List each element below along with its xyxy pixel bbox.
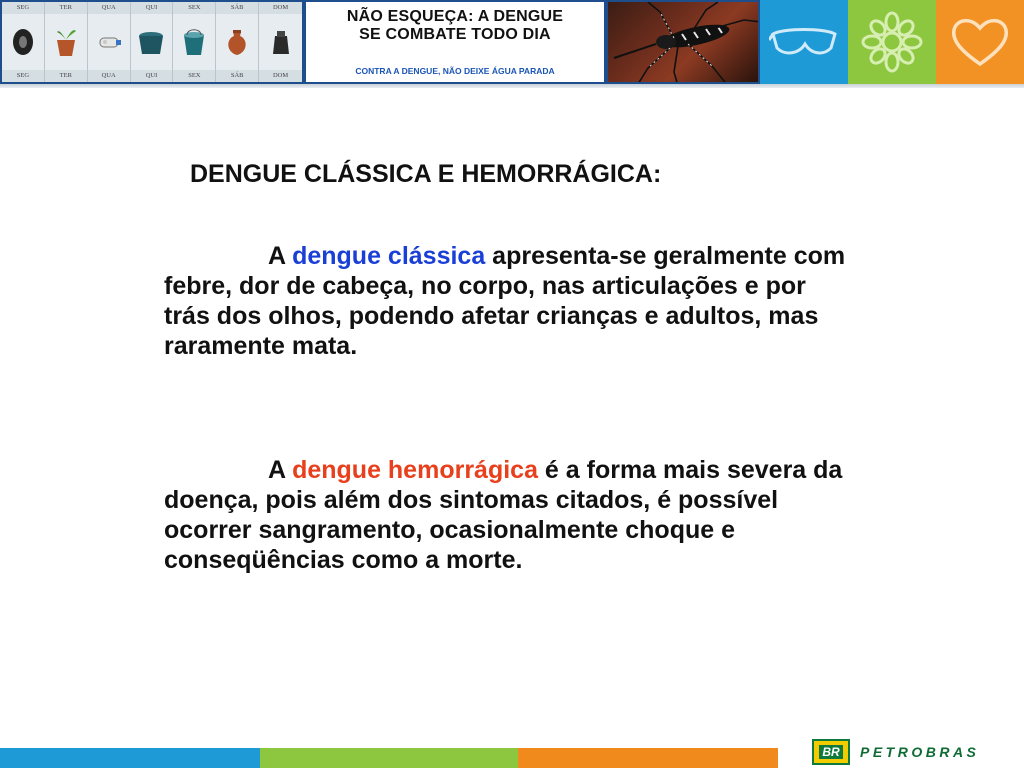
day-column-qua — [88, 2, 131, 82]
safety-glasses-tile — [760, 0, 848, 84]
bottle-cap-icon — [266, 21, 296, 63]
day-column-sab — [216, 2, 259, 82]
p2-rest: é a forma mais severa da doença, pois além dos sintomas citados, é possível ocorrer sangramento, ocasionalmente choque e conseqüências como a morte. — [164, 456, 843, 574]
day-label: SÁB — [216, 70, 258, 82]
slogan-line-1: NÃO ESQUEÇA: A DENGUE — [346, 8, 564, 25]
tire-icon — [8, 21, 38, 63]
slogan-line-2: SE COMBATE TODO DIA — [359, 26, 551, 43]
p1-lead: A — [268, 242, 293, 270]
day-label: QUI — [131, 2, 173, 14]
p2-lead: A — [268, 456, 293, 484]
day-label: TER — [45, 2, 87, 14]
bucket-icon — [179, 21, 209, 63]
heart-tile — [936, 0, 1024, 84]
slogan-headline — [306, 8, 604, 44]
slogan-box — [304, 0, 606, 84]
day-label: QUA — [88, 2, 130, 14]
day-label: DOM — [259, 70, 302, 82]
day-column-dom — [259, 2, 302, 82]
paragraph-hemorrhagic-dengue — [164, 455, 854, 575]
day-label: SEG — [2, 2, 44, 14]
page-title: DENGUE CLÁSSICA E HEMORRÁGICA: — [190, 160, 662, 188]
header-divider — [0, 84, 1024, 88]
p1-rest: apresenta-se geralmente com febre, dor de cabeça, no corpo, nas articulações e por trás dos olhos, podendo afetar crianças e adultos, mas raramente mata. — [164, 242, 846, 360]
day-column-ter — [45, 2, 88, 82]
day-column-qui — [131, 2, 174, 82]
vase-icon — [222, 21, 252, 63]
day-label: SEX — [173, 70, 215, 82]
water-tank-icon — [136, 21, 166, 63]
header-banner — [0, 0, 1024, 84]
day-label: QUA — [88, 70, 130, 82]
day-label: TER — [45, 70, 87, 82]
safety-glasses-icon — [769, 22, 839, 62]
mosquito-photo — [606, 0, 760, 84]
p2-highlight: dengue hemorrágica — [292, 456, 538, 484]
heart-icon — [950, 16, 1010, 68]
day-column-sex — [173, 2, 216, 82]
petrobras-wordmark: PETROBRAS — [860, 744, 980, 760]
sunflower-tile — [848, 0, 936, 84]
plant-pot-icon — [51, 21, 81, 63]
day-label: SEX — [173, 2, 215, 14]
bottle-icon — [94, 21, 124, 63]
petrobras-logo — [812, 736, 1024, 768]
footer-bar-orange — [518, 748, 778, 768]
footer-bar-green — [260, 748, 518, 768]
day-label: SEG — [2, 70, 44, 82]
sunflower-icon — [860, 10, 924, 74]
footer-bar-blue — [0, 748, 260, 768]
br-badge — [812, 739, 850, 765]
weekday-strip — [0, 0, 304, 84]
br-badge-text: BR — [819, 745, 842, 759]
paragraph-classic-dengue — [164, 241, 854, 361]
day-label: DOM — [259, 2, 302, 14]
p1-highlight: dengue clássica — [292, 242, 486, 270]
day-label: QUI — [131, 70, 173, 82]
day-column-seg — [2, 2, 45, 82]
day-label: SÁB — [216, 2, 258, 14]
slogan-subtitle: CONTRA A DENGUE, NÃO DEIXE ÁGUA PARADA — [355, 66, 555, 76]
